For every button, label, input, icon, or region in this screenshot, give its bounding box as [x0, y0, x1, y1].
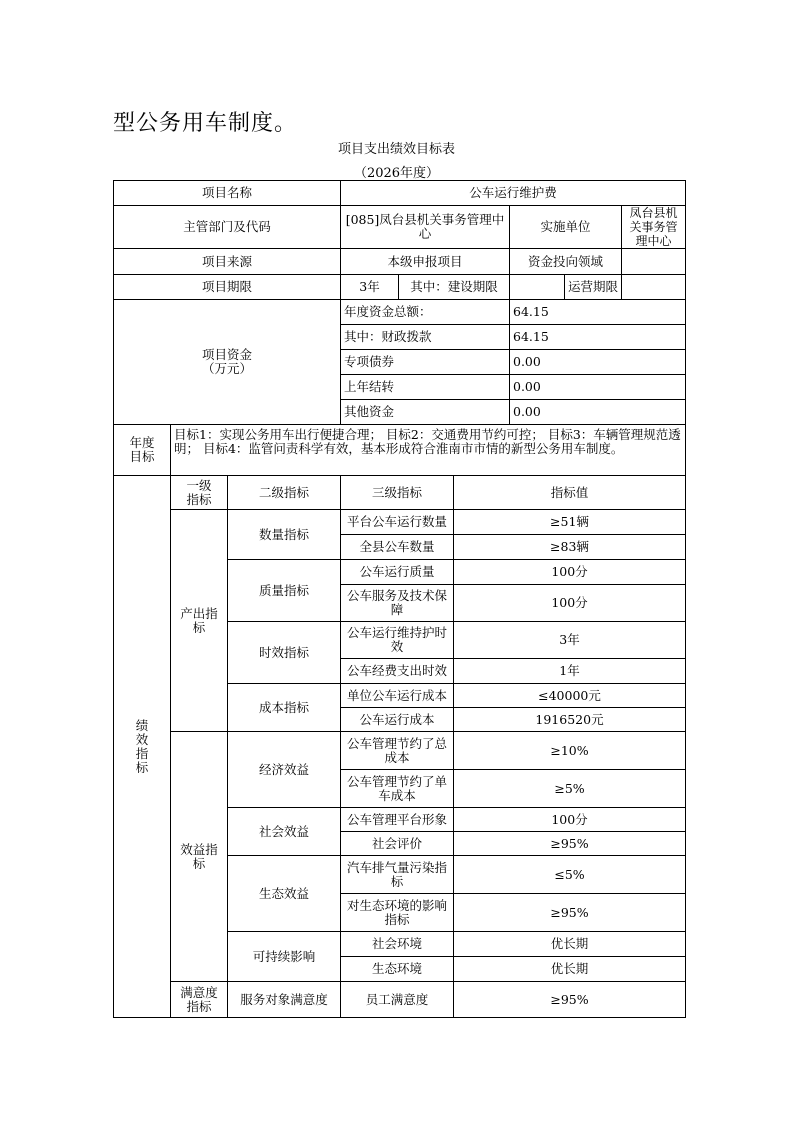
indicator-value: ≤40000元 — [454, 684, 686, 708]
op-value — [622, 275, 686, 300]
indicator-name: 汽车排气量污染指标 — [341, 856, 454, 894]
project-name-label: 项目名称 — [114, 181, 341, 206]
invest-value — [622, 249, 686, 275]
doc-title: 项目支出绩效目标表 — [337, 142, 455, 157]
funds-row-value: 0.00 — [510, 400, 686, 425]
source-value: 本级申报项目 — [341, 249, 510, 275]
indicator-name: 公车管理平台形象 — [341, 808, 454, 832]
output-label: 产出指 标 — [171, 510, 228, 732]
header-l3: 三级指标 — [341, 476, 454, 510]
indicator-name: 公车服务及技术保障 — [341, 585, 454, 622]
perf-label: 绩 效 指 标 — [114, 476, 171, 1018]
indicator-name: 公车运行维持护时效 — [341, 622, 454, 659]
project-name-value: 公车运行维护费 — [341, 181, 686, 206]
funds-row-value: 64.15 — [510, 325, 686, 350]
indicator-value: 3年 — [454, 622, 686, 659]
sustain-label: 可持续影响 — [228, 932, 341, 982]
period-value: 3年 — [341, 275, 399, 300]
indicator-name: 公车运行成本 — [341, 708, 454, 732]
indicator-name: 单位公车运行成本 — [341, 684, 454, 708]
indicator-name: 社会环境 — [341, 932, 454, 957]
dept-value: [085]凤台县机关事务管理中心 — [341, 206, 510, 249]
social-label: 社会效益 — [228, 808, 341, 856]
funds-row-label: 专项债券 — [341, 350, 510, 375]
goal-text: 目标1：实现公务用车出行便捷合理； 目标2：交通费用节约可控； 目标3：车辆管理规范透明； 目标4：监管问责科学有效，基本形成符合淮南市市情的新型公务用车制度。 — [171, 425, 686, 476]
indicator-value: 1年 — [454, 659, 686, 684]
economic-label: 经济效益 — [228, 732, 341, 808]
period-label: 项目期限 — [114, 275, 341, 300]
goal-label: 年度 目标 — [114, 425, 171, 476]
indicator-value: ≥83辆 — [454, 535, 686, 560]
benefit-label: 效益指 标 — [171, 732, 228, 982]
funds-row-label: 其中：财政拨款 — [341, 325, 510, 350]
indicator-value: ≥10% — [454, 732, 686, 770]
op-label: 运营期限 — [565, 275, 622, 300]
service-label: 服务对象满意度 — [228, 982, 341, 1018]
indicator-value: 100分 — [454, 808, 686, 832]
impl-label: 实施单位 — [510, 206, 622, 249]
build-value — [510, 275, 565, 300]
intro-line: 型公务用车制度。 — [113, 111, 298, 136]
funds-row-label: 上年结转 — [341, 375, 510, 400]
indicator-value: ≥5% — [454, 770, 686, 808]
doc-year: （2026年度） — [353, 166, 440, 181]
indicator-value: 1916520元 — [454, 708, 686, 732]
indicator-name: 全县公车数量 — [341, 535, 454, 560]
indicator-name: 对生态环境的影响指标 — [341, 894, 454, 932]
funds-row-value: 0.00 — [510, 350, 686, 375]
indicator-name: 员工满意度 — [341, 982, 454, 1018]
funds-row-label: 年度资金总额： — [341, 300, 510, 325]
quantity-label: 数量指标 — [228, 510, 341, 560]
timeliness-label: 时效指标 — [228, 622, 341, 684]
indicator-value: 100分 — [454, 585, 686, 622]
funds-row-value: 64.15 — [510, 300, 686, 325]
source-label: 项目来源 — [114, 249, 341, 275]
indicator-value: 优长期 — [454, 932, 686, 957]
indicator-name: 生态环境 — [341, 957, 454, 982]
indicator-value: ≥95% — [454, 832, 686, 856]
indicator-value: 100分 — [454, 560, 686, 585]
header-value: 指标值 — [454, 476, 686, 510]
indicator-value: ≥95% — [454, 982, 686, 1018]
dept-label: 主管部门及代码 — [114, 206, 341, 249]
indicator-value: ≥95% — [454, 894, 686, 932]
header-l2: 二级指标 — [228, 476, 341, 510]
quality-label: 质量指标 — [228, 560, 341, 622]
satisfaction-label: 满意度 指标 — [171, 982, 228, 1018]
funds-label: 项目资金 （万元） — [114, 300, 341, 425]
header-l1: 一级 指标 — [171, 476, 228, 510]
indicator-name: 社会评价 — [341, 832, 454, 856]
funds-row-value: 0.00 — [510, 375, 686, 400]
funds-row-label: 其他资金 — [341, 400, 510, 425]
indicator-value: ≥51辆 — [454, 510, 686, 535]
indicator-name: 公车管理节约了总成本 — [341, 732, 454, 770]
build-label: 其中：建设期限 — [399, 275, 510, 300]
indicator-name: 公车管理节约了单车成本 — [341, 770, 454, 808]
performance-table — [113, 180, 686, 1018]
cost-label: 成本指标 — [228, 684, 341, 732]
indicator-name: 平台公车运行数量 — [341, 510, 454, 535]
indicator-name: 公车运行质量 — [341, 560, 454, 585]
indicator-name: 公车经费支出时效 — [341, 659, 454, 684]
indicator-value: 优长期 — [454, 957, 686, 982]
ecology-label: 生态效益 — [228, 856, 341, 932]
indicator-value: ≤5% — [454, 856, 686, 894]
invest-label: 资金投向领域 — [510, 249, 622, 275]
impl-value: 凤台县机关事务管理中心 — [622, 206, 686, 249]
